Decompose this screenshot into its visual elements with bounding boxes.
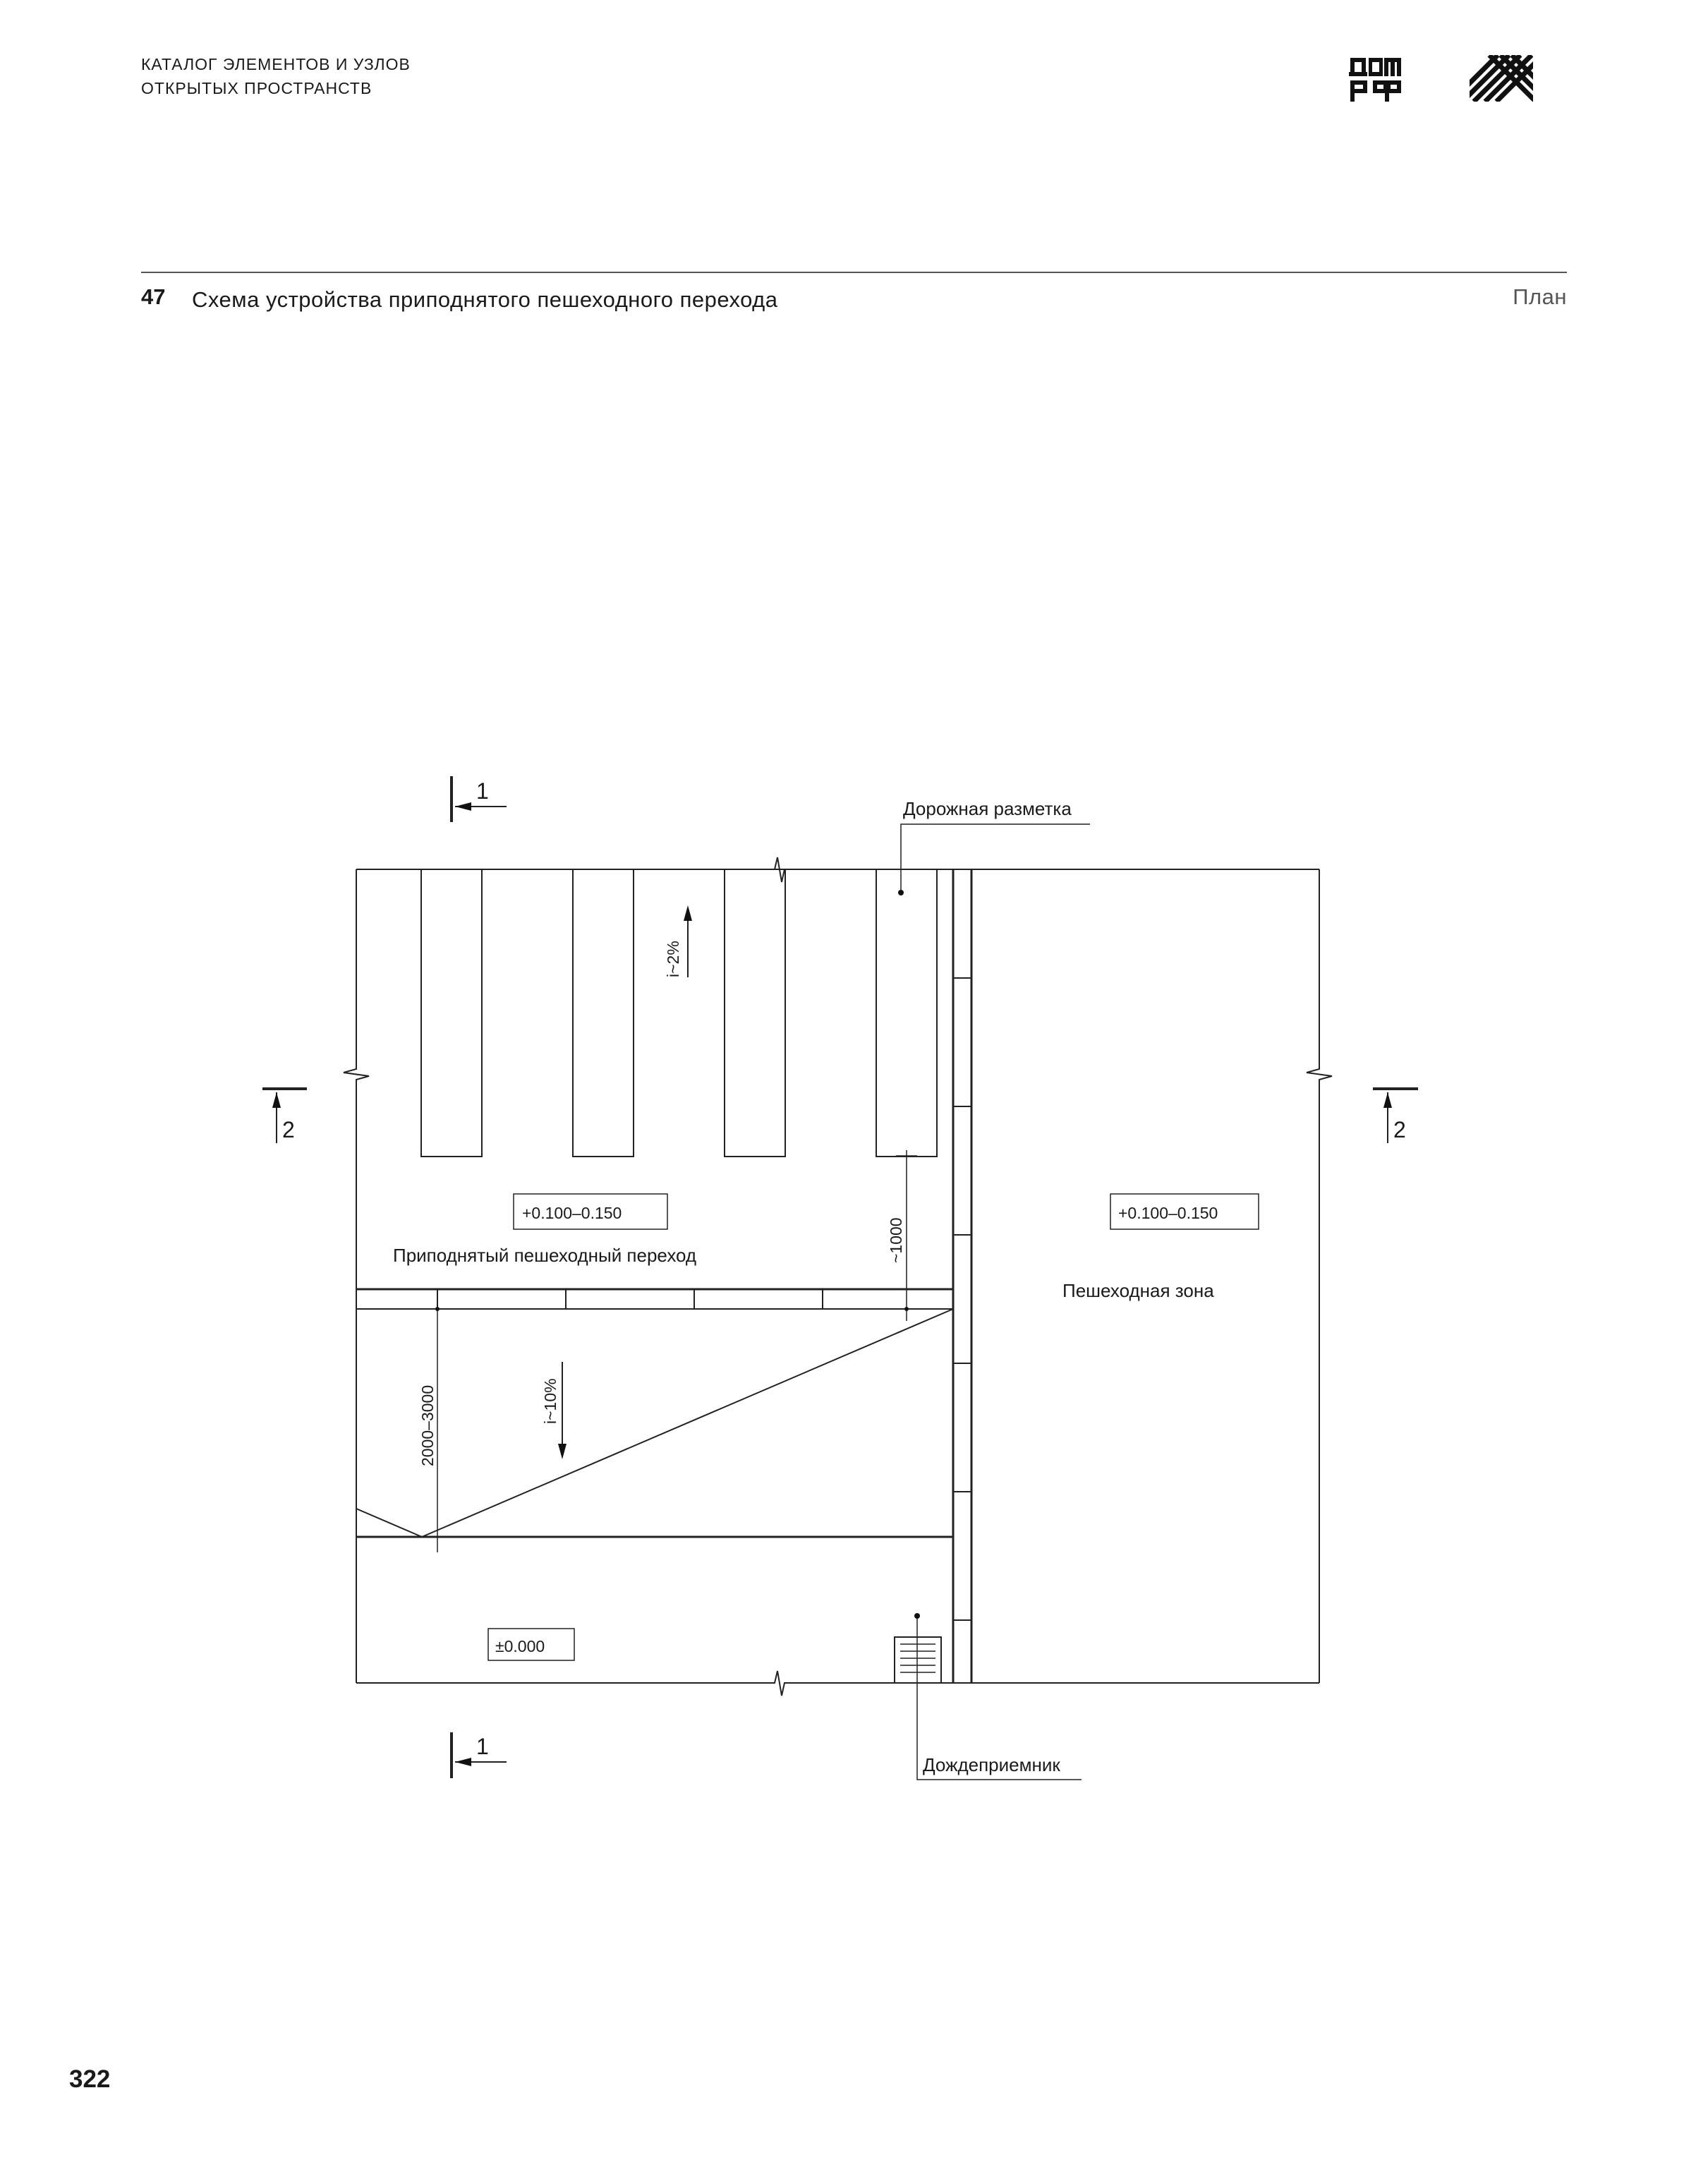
road-marking-label: Дорожная разметка <box>903 798 1072 819</box>
figure-number: 47 <box>141 284 166 309</box>
plan-top-edge <box>356 857 1319 882</box>
drain-grate-slots <box>900 1644 935 1672</box>
elevation-pedestrian: +0.100–0.150 <box>1118 1204 1218 1222</box>
catalog-title-line-2: ОТКРЫТЫХ ПРОСТРАНСТВ <box>141 79 373 97</box>
road-marking-stripe <box>876 869 937 1157</box>
drain-label: Дождеприемник <box>923 1754 1060 1775</box>
road-marking-stripe <box>725 869 785 1157</box>
leader-road-marking <box>901 824 1090 891</box>
crossing-curb-joints <box>437 1289 823 1309</box>
elevation-road: ±0.000 <box>495 1637 545 1655</box>
plan-bottom-edge <box>356 1671 1319 1696</box>
section-1-bottom-label: 1 <box>476 1734 489 1759</box>
page-number: 322 <box>69 2065 111 2093</box>
elevation-crossing: +0.100–0.150 <box>522 1204 622 1222</box>
section-1-top-label: 1 <box>476 778 489 804</box>
slope-top-label: i~2% <box>664 941 682 977</box>
slope-ramp-label: i~10% <box>541 1378 559 1424</box>
plan-left-edge <box>344 869 369 1683</box>
dim-ramp-label: 2000–3000 <box>418 1384 437 1466</box>
leader-dot <box>898 890 904 895</box>
ramp-diagonal <box>422 1309 953 1537</box>
road-marking-stripe <box>573 869 634 1157</box>
crossing-label: Приподнятый пешеходный переход <box>393 1245 697 1266</box>
pedestrian-zone-label: Пешеходная зона <box>1062 1280 1214 1301</box>
plan-right-edge <box>1307 869 1332 1683</box>
view-label: План <box>1513 284 1567 309</box>
section-2-right-label: 2 <box>1393 1117 1406 1142</box>
ramp-left-flare <box>356 1509 422 1537</box>
curb-stone-joints <box>953 978 971 1620</box>
figure-title: Схема устройства приподнятого пешеходного перехода <box>192 287 778 312</box>
road-marking-stripe <box>421 869 482 1157</box>
catalog-title-line-1: КАТАЛОГ ЭЛЕМЕНТОВ И УЗЛОВ <box>141 55 411 73</box>
section-2-left-label: 2 <box>282 1117 295 1142</box>
dim-1000-label: ~1000 <box>887 1217 905 1263</box>
